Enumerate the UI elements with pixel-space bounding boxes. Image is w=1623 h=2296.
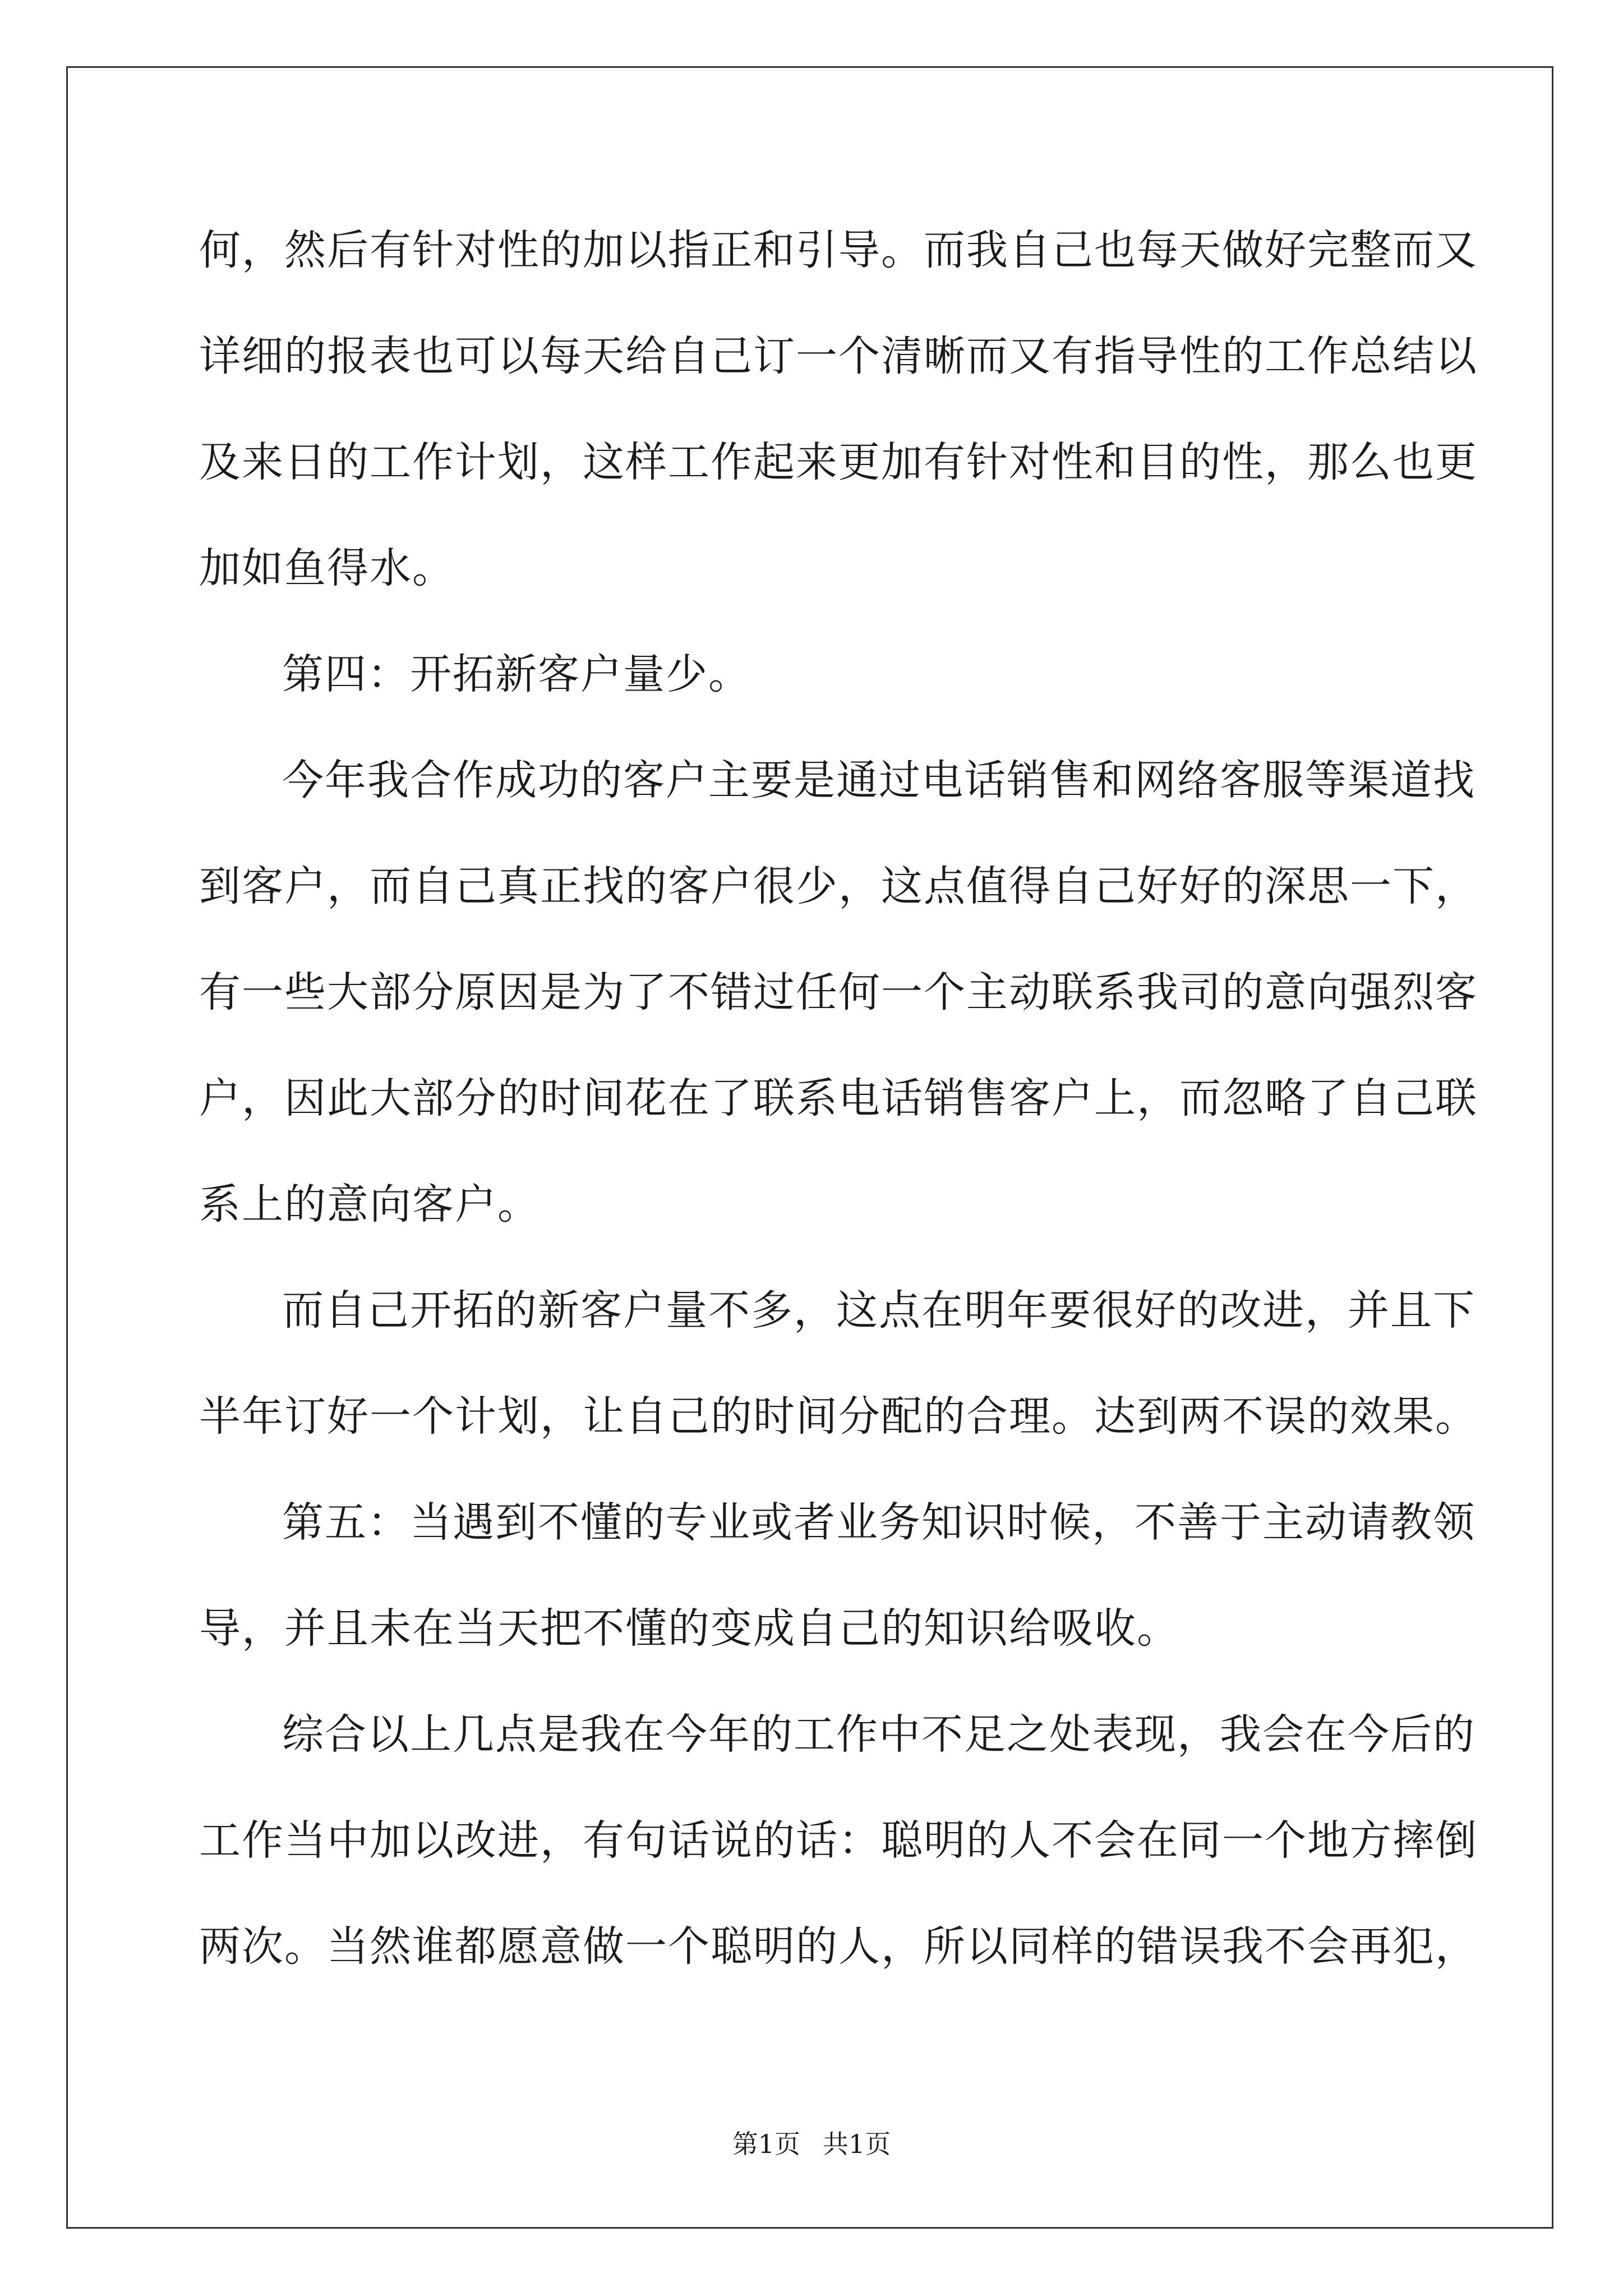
text-line: 户，因此大部分的时间花在了联系电话销售客户上，而忽略了自己联 — [199, 1074, 1478, 1122]
page-footer — [0, 2127, 1623, 2161]
text-line: 加如鱼得水。 — [199, 544, 455, 592]
page-number-total: 共1页 — [823, 2129, 891, 2159]
text-line: 有一些大部分原因是为了不错过任何一个主动联系我司的意向强烈客 — [199, 968, 1478, 1016]
text-line: 详细的报表也可以每天给自己订一个清晰而又有指导性的工作总结以 — [199, 332, 1478, 380]
text-line: 而自己开拓的新客户量不多，这点在明年要很好的改进，并且下 — [282, 1286, 1476, 1335]
page-number-current: 第1页 — [732, 2129, 800, 2159]
text-line: 第四：开拓新客户量少。 — [282, 650, 751, 698]
text-line: 两次。当然谁都愿意做一个聪明的人，所以同样的错误我不会再犯， — [199, 1922, 1478, 1971]
text-line: 及来日的工作计划，这样工作起来更加有针对性和目的性，那么也更 — [199, 438, 1478, 486]
text-line: 今年我合作成功的客户主要是通过电话销售和网络客服等渠道找 — [282, 756, 1476, 804]
document-body — [199, 197, 1478, 2000]
text-line: 导，并且未在当天把不懂的变成自己的知识给吸收。 — [199, 1604, 1179, 1653]
text-line: 第五：当遇到不懂的专业或者业务知识时候，不善于主动请教领 — [282, 1498, 1476, 1547]
text-line: 综合以上几点是我在今年的工作中不足之处表现，我会在今后的 — [282, 1710, 1476, 1759]
text-line: 工作当中加以改进，有句话说的话：聪明的人不会在同一个地方摔倒 — [199, 1816, 1478, 1865]
text-line: 半年订好一个计划，让自己的时间分配的合理。达到两不误的效果。 — [199, 1392, 1478, 1441]
text-line: 系上的意向客户。 — [199, 1180, 540, 1228]
text-line: 到客户，而自己真正找的客户很少，这点值得自己好好的深思一下， — [199, 862, 1478, 910]
text-line: 何，然后有针对性的加以指正和引导。而我自己也每天做好完整而又 — [199, 226, 1478, 274]
